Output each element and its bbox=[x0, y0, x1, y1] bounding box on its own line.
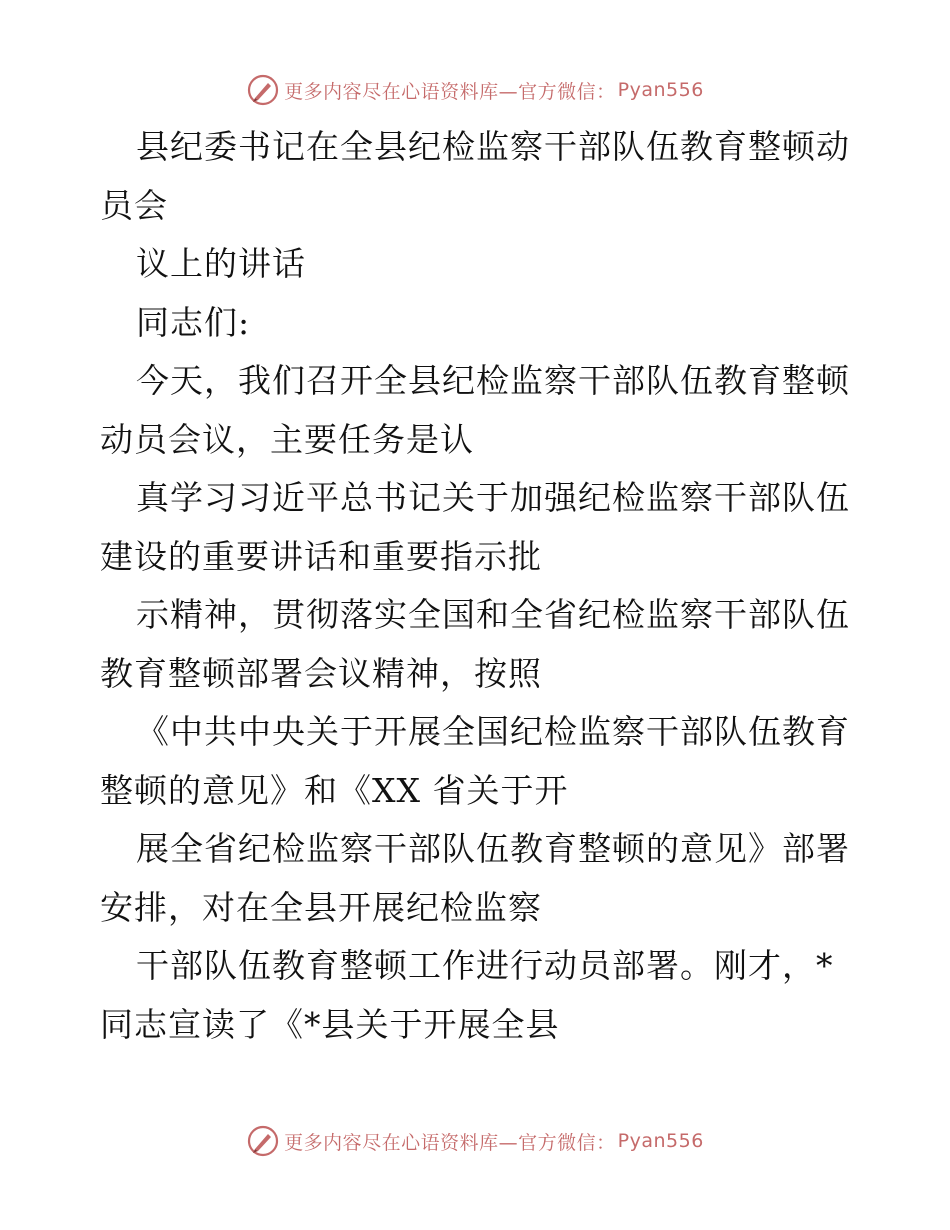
text-line: 建设的重要讲话和重要指示批 bbox=[100, 536, 542, 576]
text-line: 动员会议，主要任务是认 bbox=[100, 419, 474, 459]
watermark-wechat-id: Pyan556 bbox=[617, 79, 704, 101]
text-line: 《中共中央关于开展全国纪检监察干部队伍教育 bbox=[136, 712, 850, 751]
footer-watermark bbox=[0, 1121, 950, 1161]
text-line: 干部队伍教育整顿工作进行动员部署。刚才，* bbox=[136, 946, 834, 985]
text-line: 示精神，贯彻落实全国和全省纪检监察干部队伍 bbox=[136, 595, 850, 634]
text-line: 员会 bbox=[100, 185, 168, 225]
text-line: 整顿的意见》和《XX 省关于开 bbox=[100, 770, 569, 810]
watermark-wechat-id: Pyan556 bbox=[617, 1130, 704, 1152]
watermark-text: 更多内容尽在心语资料库—官方微信： bbox=[284, 1131, 616, 1154]
pen-logo-icon bbox=[246, 73, 280, 107]
text-line: 同志们: bbox=[136, 302, 251, 342]
text-line: 县纪委书记在全县纪检监察干部队伍教育整顿动 bbox=[136, 127, 850, 166]
text-line: 教育整顿部署会议精神，按照 bbox=[100, 653, 542, 693]
header-watermark bbox=[0, 70, 950, 110]
text-line: 展全省纪检监察干部队伍教育整顿的意见》部署 bbox=[136, 829, 850, 868]
text-line: 同志宣读了《*县关于开展全县 bbox=[100, 1004, 560, 1044]
text-line: 议上的讲话 bbox=[136, 244, 306, 283]
document-body bbox=[100, 118, 860, 1054]
text-line: 真学习习近平总书记关于加强纪检监察干部队伍 bbox=[136, 478, 850, 517]
watermark-text: 更多内容尽在心语资料库—官方微信： bbox=[284, 80, 616, 103]
text-line: 今天，我们召开全县纪检监察干部队伍教育整顿 bbox=[136, 361, 850, 400]
text-line: 安排，对在全县开展纪检监察 bbox=[100, 887, 542, 927]
pen-logo-icon bbox=[246, 1124, 280, 1158]
